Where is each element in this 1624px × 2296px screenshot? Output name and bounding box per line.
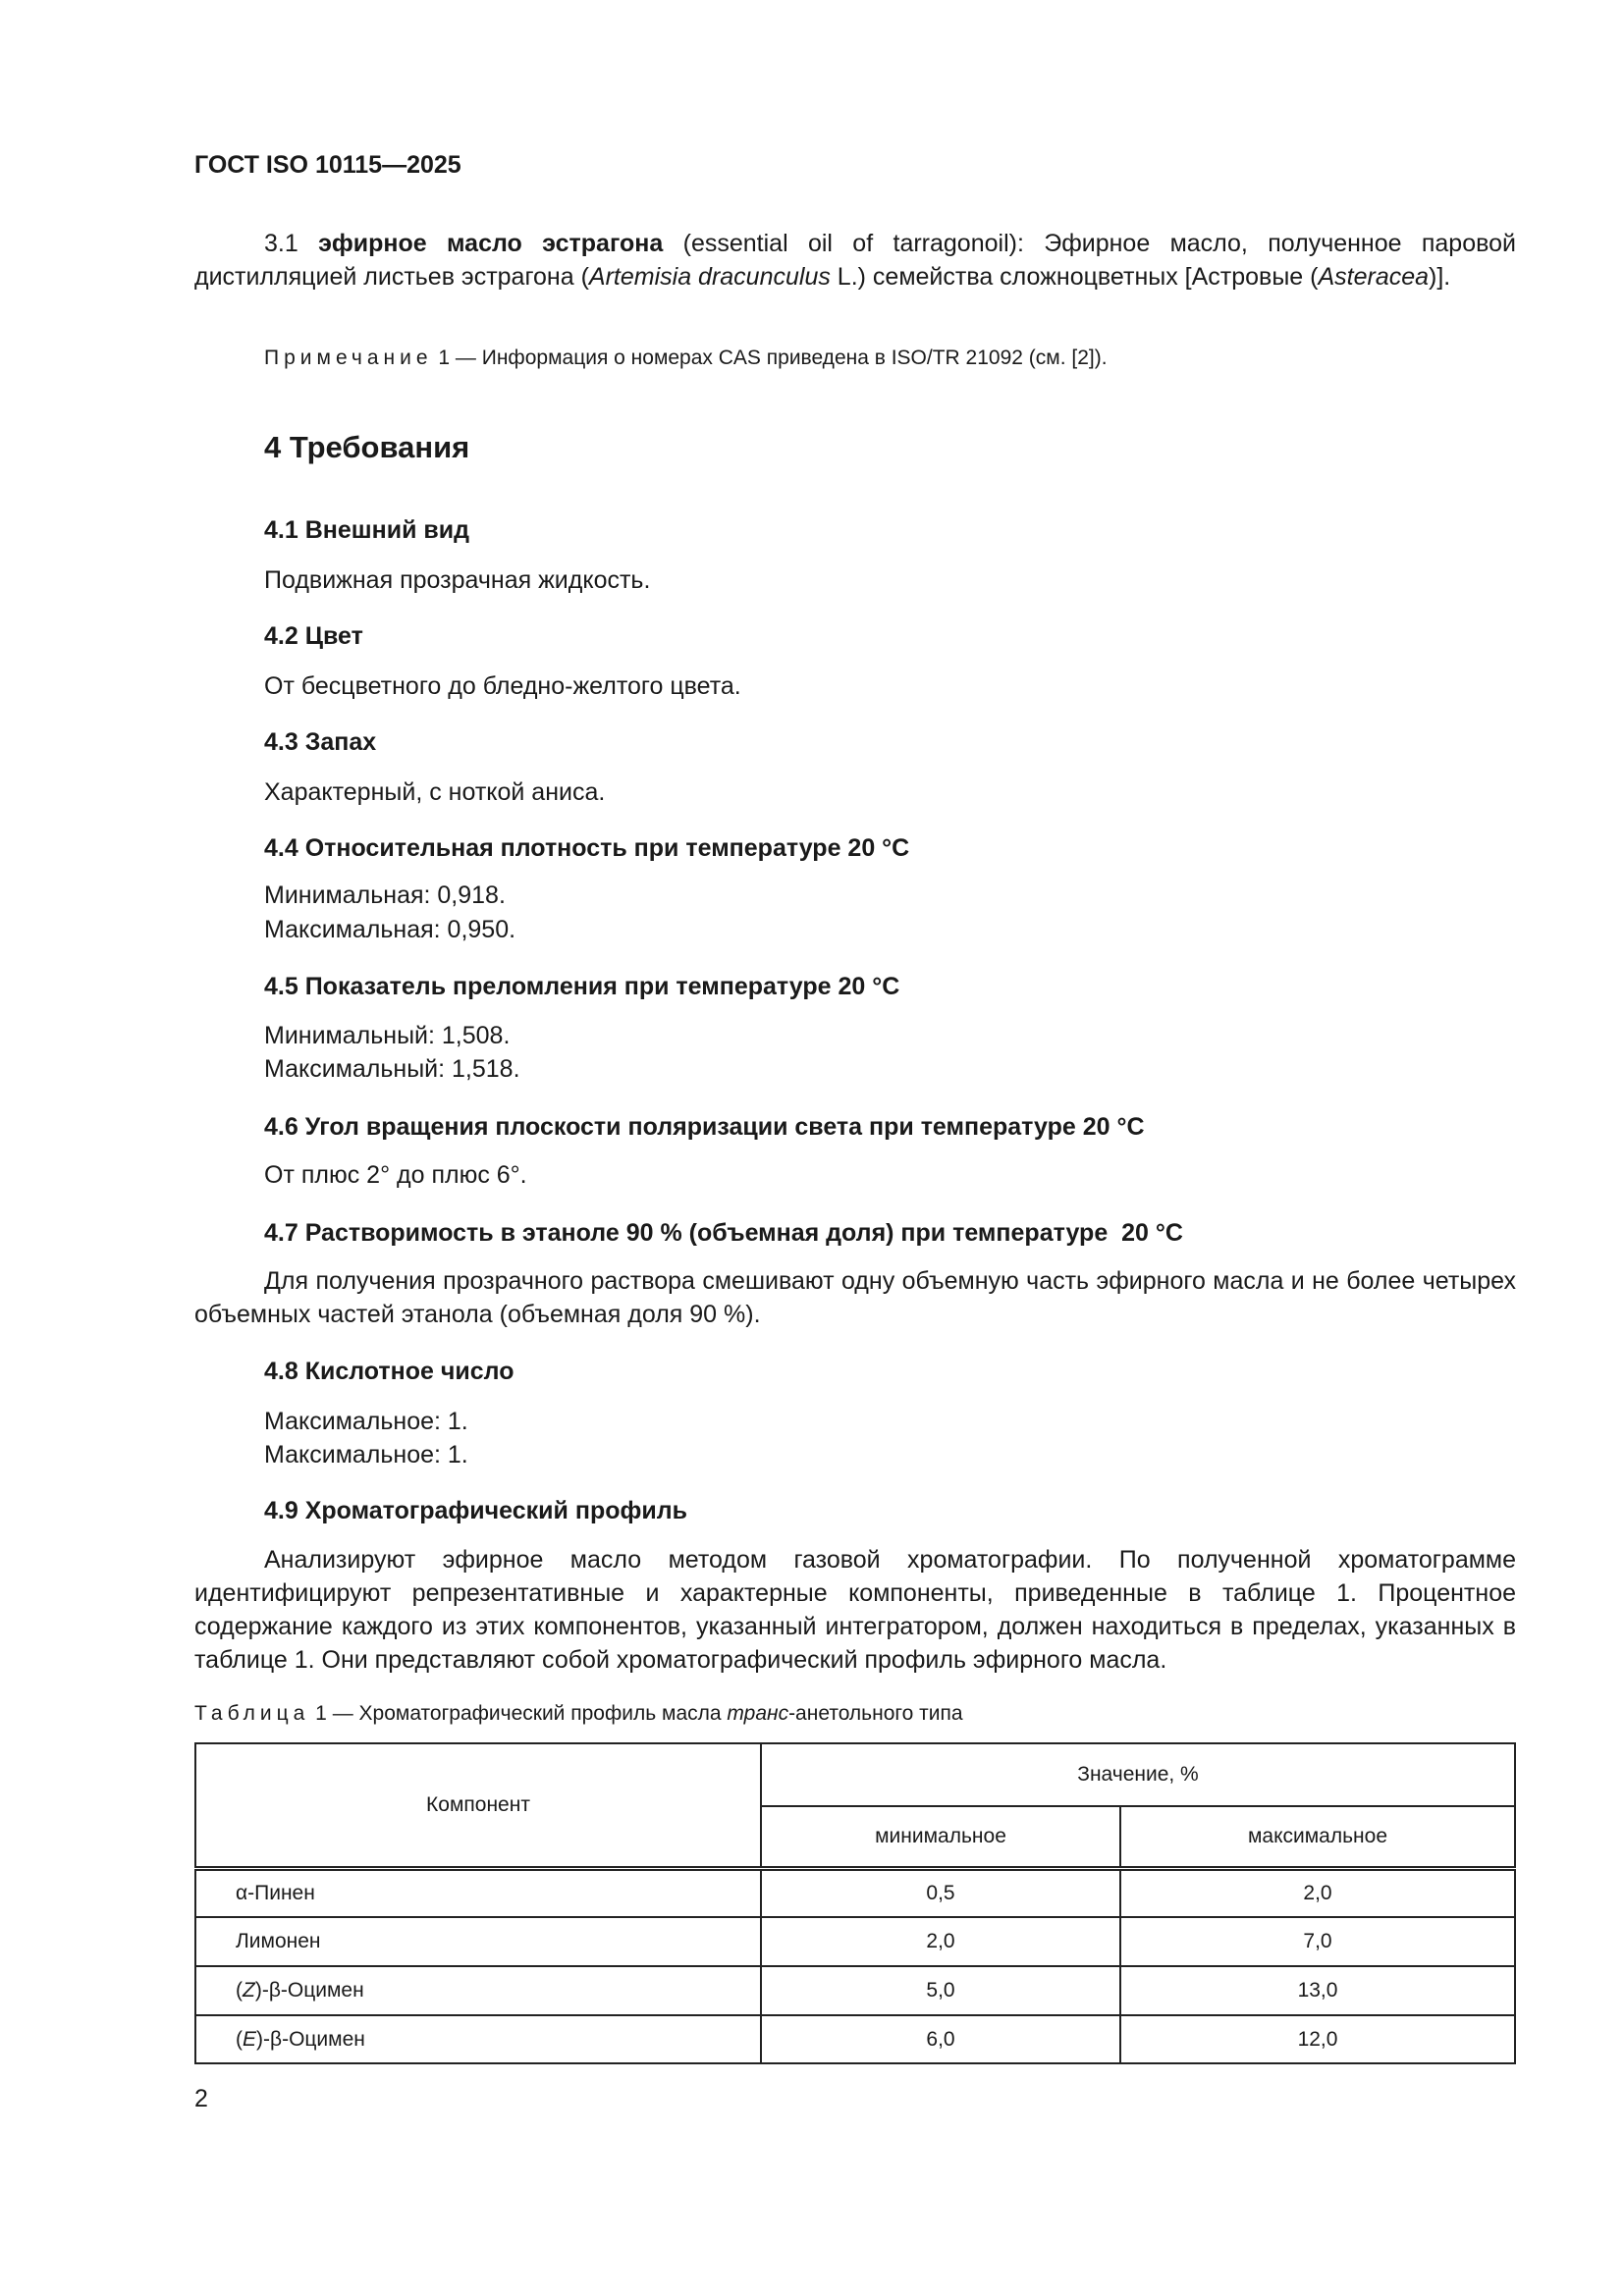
heading-4-9: 4.9 Хроматографический профиль [264, 1497, 687, 1524]
text-4-7: Для получения прозрачного раствора смешивают одну объемную часть эфирного масла и не более четырех объемных частей этанола (объемная доля 90 %). [194, 1267, 1516, 1328]
text-4-2: От бесцветного до бледно-желтого цвета. [264, 672, 741, 700]
text-4-3: Характерный, с ноткой аниса. [264, 778, 606, 806]
table-row [195, 1868, 1515, 1917]
cell-max: 12,0 [1120, 2015, 1515, 2063]
cell-text: ( [236, 2027, 243, 2051]
note-text: 1 — Информация о номерах CAS приведена в ISO/TR 21092 (см. [2]). [432, 347, 1108, 369]
text-4-9: Анализируют эфирное масло методом газовой хроматографии. По полученной хроматограмме идентифицируют репрезентативные и характерные компоненты, приведенные в таблице 1. Процентное содержание каждого из этих компонентов, указанный интегратором, должен находиться в пределах, указанных в таблице 1. Они представляют собой хроматографический профиль эфирного масла. [194, 1546, 1516, 1674]
def-text: (essential oil of tarragonoil): Эфирное масло, полученное паровой дистилляцией листьев эстрагона ( [194, 230, 1516, 291]
document-header: ГОСТ ISO 10115—2025 [194, 151, 461, 179]
cell-max: 13,0 [1120, 1966, 1515, 2015]
def-number: 3.1 [264, 230, 319, 257]
page-number: 2 [194, 2085, 208, 2112]
heading-4-4: 4.4 Относительная плотность при температуре 20 °С [264, 834, 910, 862]
note-label: Примечание [264, 347, 433, 369]
def-text: L.) семейства сложноцветных [Астровые ( [830, 263, 1319, 291]
text-4-5-min: Минимальный: 1,508. [264, 1022, 511, 1049]
heading-4-5: 4.5 Показатель преломления при температуре 20 °С [264, 973, 900, 1000]
heading-4-2: 4.2 Цвет [264, 622, 363, 650]
heading-4-6: 4.6 Угол вращения плоскости поляризации света при температуре 20 °С [264, 1113, 1145, 1141]
cell-max: 2,0 [1120, 1868, 1515, 1917]
chromatographic-profile-table [194, 1742, 1516, 2064]
table-row [195, 1966, 1515, 2015]
cell-max: 7,0 [1120, 1917, 1515, 1966]
heading-4-8: 4.8 Кислотное число [264, 1358, 514, 1385]
section-heading: 4 Требования [264, 430, 470, 464]
def-family: Asteracea [1318, 263, 1430, 291]
text-4-4-max: Максимальная: 0,950. [264, 916, 516, 943]
cell-component: α-Пинен [195, 1868, 761, 1917]
heading-4-3: 4.3 Запах [264, 728, 377, 756]
cell-component [195, 2015, 761, 2063]
cell-min: 6,0 [761, 2015, 1120, 2063]
def-text: )]. [1429, 263, 1451, 291]
header-min: минимальное [761, 1806, 1120, 1868]
table-caption [194, 1699, 963, 1729]
text-4-8-b: Максимальное: 1. [264, 1441, 468, 1468]
header-max: максимальное [1120, 1806, 1515, 1868]
caption-text: -анетольного типа [788, 1702, 963, 1725]
table-row [195, 2015, 1515, 2063]
text-4-4-min: Минимальная: 0,918. [264, 881, 506, 909]
header-component: Компонент [195, 1743, 761, 1868]
text-4-6: От плюс 2° до плюс 6°. [264, 1161, 527, 1189]
cell-text: )-β-Оцимен [256, 2027, 365, 2051]
definition-3-1 [194, 227, 1516, 294]
cell-min: 5,0 [761, 1966, 1120, 2015]
cell-component: Лимонен [195, 1917, 761, 1966]
header-value: Значение, % [761, 1743, 1515, 1806]
cell-min: 2,0 [761, 1917, 1120, 1966]
text-4-8-a: Максимальное: 1. [264, 1408, 468, 1435]
cell-italic: Z [243, 1979, 255, 2002]
heading-4-7: 4.7 Растворимость в этаноле 90 % (объемная доля) при температуре 20 °С [264, 1219, 1183, 1247]
table-row [195, 1917, 1515, 1966]
cell-italic: E [243, 2027, 257, 2051]
cell-component [195, 1966, 761, 2015]
note-1 [264, 344, 1108, 373]
caption-label: Таблица [194, 1702, 310, 1725]
def-latin: Artemisia dracunculus [588, 263, 831, 291]
caption-italic: транс [727, 1702, 789, 1725]
cell-min: 0,5 [761, 1868, 1120, 1917]
heading-4-1: 4.1 Внешний вид [264, 516, 469, 544]
text-4-5-max: Максимальный: 1,518. [264, 1055, 520, 1083]
cell-text: ( [236, 1979, 243, 2002]
def-term: эфирное масло эстрагона [318, 230, 664, 257]
caption-text: 1 — Хроматографический профиль масла [309, 1702, 728, 1725]
cell-text: )-β-Оцимен [254, 1979, 364, 2002]
text-4-1: Подвижная прозрачная жидкость. [264, 566, 651, 594]
